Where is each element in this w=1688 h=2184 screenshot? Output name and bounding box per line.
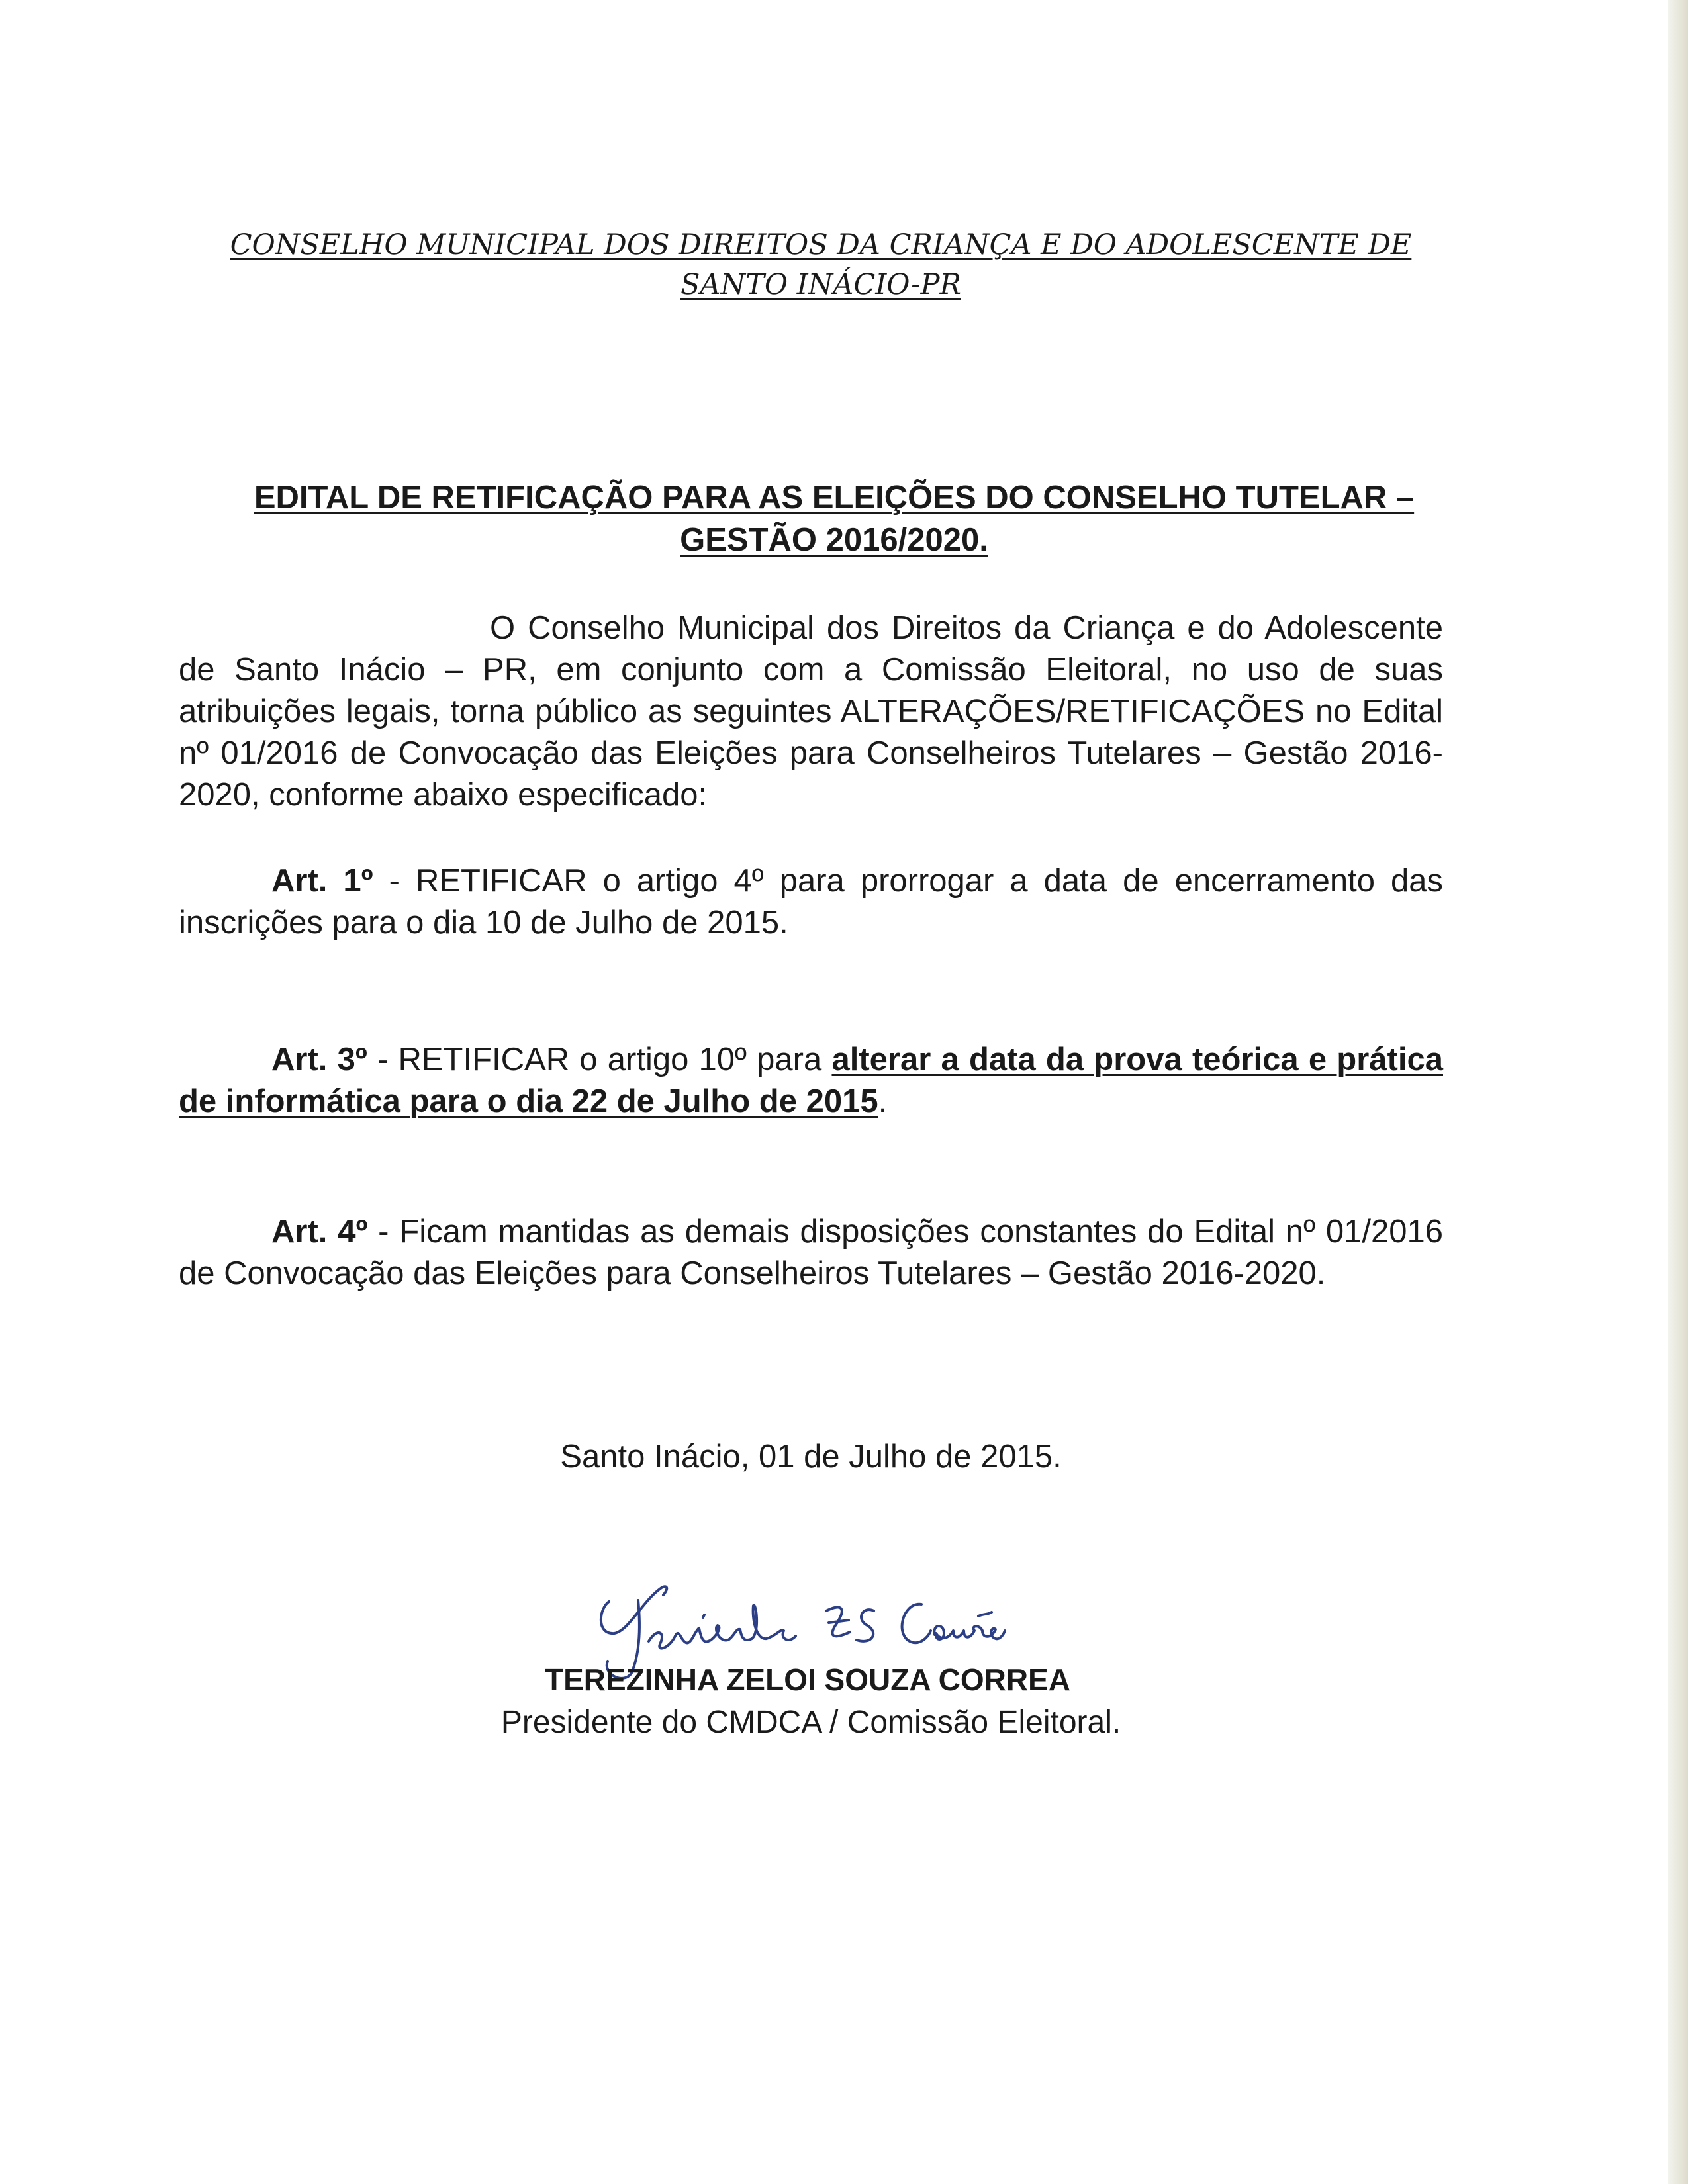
article-1-text: - RETIFICAR o artigo 4º para prorrogar a data de encerramento das inscrições para o dia 10 de Julho de 2015.: [179, 863, 1443, 940]
article-4-label: Art. 4º: [271, 1214, 368, 1250]
article-4-paragraph: [179, 1211, 1443, 1295]
article-3-label: Art. 3º: [271, 1042, 367, 1077]
article-1-paragraph: [179, 860, 1443, 944]
article-3-emphasis: alterar a data da prova teórica e prática de informática para o dia 22 de Julho de 2015: [179, 1042, 1443, 1119]
article-3-text: - RETIFICAR o artigo 10º para: [367, 1042, 832, 1077]
article-1-label: Art. 1º: [271, 863, 373, 899]
council-header-line-2: SANTO INÁCIO-PR: [680, 268, 961, 301]
edict-title: [218, 477, 1450, 561]
article-3-tail: .: [878, 1083, 888, 1119]
council-header-line-1: CONSELHO MUNICIPAL DOS DIREITOS DA CRIANÇA E DO ADOLESCENTE DE: [230, 228, 1412, 261]
scan-edge-shadow: [1668, 0, 1688, 2184]
council-header: [179, 225, 1463, 304]
signer-name: TEREZINHA ZELOI SOUZA CORREA: [545, 1662, 1070, 1697]
article-4-text: - Ficam mantidas as demais disposições constantes do Edital nº 01/2016 de Convocação das Eleições para Conselheiros Tutelares – Gestão 2016-2020.: [179, 1214, 1443, 1291]
edict-title-line-2: GESTÃO 2016/2020.: [680, 522, 988, 558]
place-date-line: Santo Inácio, 01 de Julho de 2015.: [560, 1439, 1062, 1475]
signer-role: Presidente do CMDCA / Comissão Eleitoral.: [500, 1705, 1121, 1740]
article-3-paragraph: [179, 1039, 1443, 1122]
intro-paragraph: O Conselho Municipal dos Direitos da Criança e do Adolescente de Santo Inácio – PR, em conjunto com a Comissão Eleitoral, no uso de suas atribuições legais, torna público as seguintes ALTERAÇÕES/RETIFICAÇÕES no Edital nº 01/2016 de Convocação das Eleições para Conselheiros Tutelares – Gestão 2016-2020, conforme abaixo especificado:: [179, 610, 1443, 813]
edict-title-line-1: EDITAL DE RETIFICAÇÃO PARA AS ELEIÇÕES DO CONSELHO TUTELAR –: [254, 480, 1415, 516]
